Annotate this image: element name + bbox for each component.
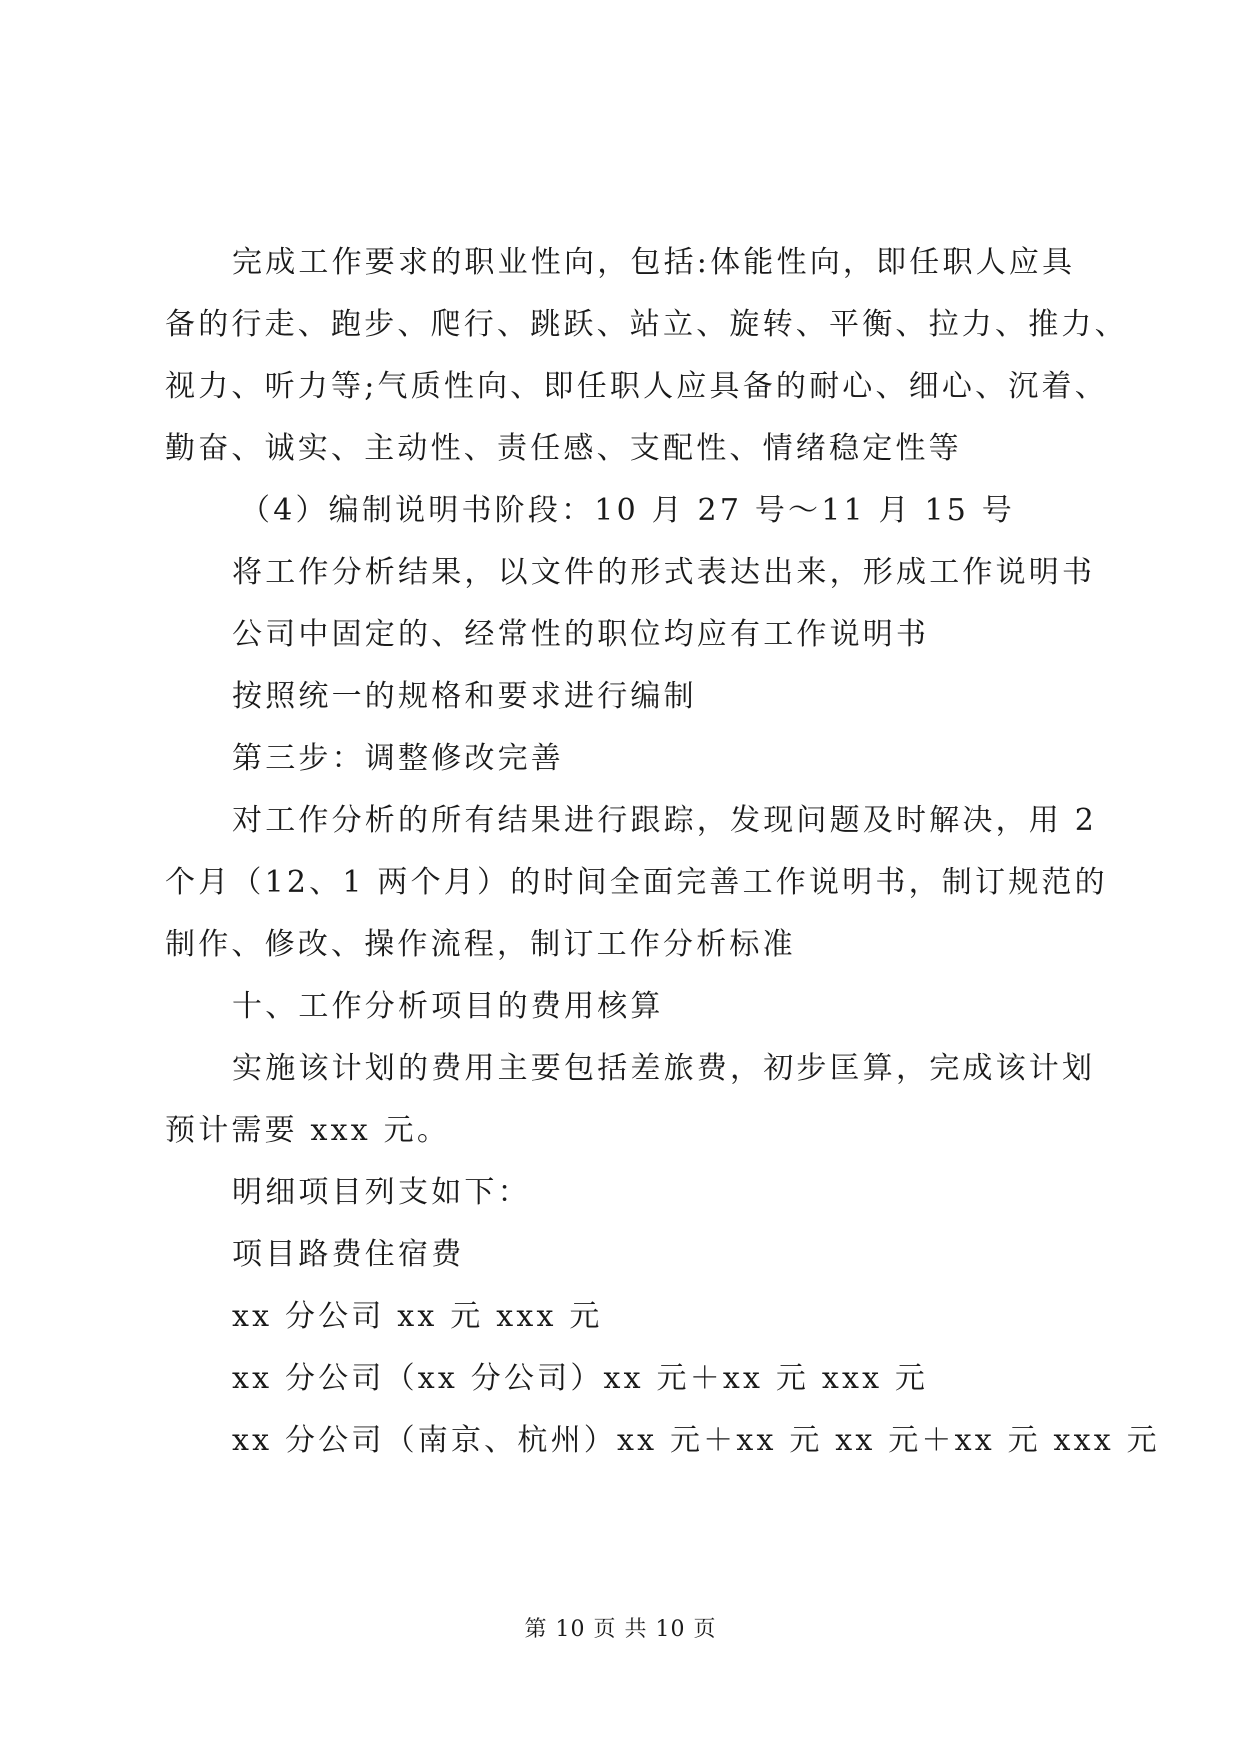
body-text-line: 将工作分析结果，以文件的形式表达出来，形成工作说明书 <box>232 555 1096 590</box>
body-text-line: 实施该计划的费用主要包括差旅费，初步匡算，完成该计划 <box>232 1051 1096 1086</box>
table-row-line: xx 分公司（南京、杭州）xx 元＋xx 元 xx 元＋xx 元 xxx 元 <box>232 1423 1160 1458</box>
body-text-line: 按照统一的规格和要求进行编制 <box>232 679 697 714</box>
section-heading: 第三步：调整修改完善 <box>232 741 564 776</box>
section-heading: （4）编制说明书阶段：10 月 27 号～11 月 15 号 <box>240 493 1015 528</box>
table-header-line: 项目路费住宿费 <box>232 1237 465 1272</box>
table-row-line: xx 分公司 xx 元 xxx 元 <box>232 1299 603 1334</box>
body-text-line: 备的行走、跑步、爬行、跳跃、站立、旋转、平衡、拉力、推力、 <box>165 307 1128 342</box>
page-footer: 第 10 页 共 10 页 <box>524 1617 717 1642</box>
body-text-line: 预计需要 xxx 元。 <box>165 1113 451 1148</box>
body-text-line: 公司中固定的、经常性的职位均应有工作说明书 <box>232 617 930 652</box>
section-heading: 十、工作分析项目的费用核算 <box>232 989 664 1024</box>
body-text-line: 对工作分析的所有结果进行跟踪，发现问题及时解决，用 2 <box>232 803 1098 838</box>
body-text-line: 个月（12、1 两个月）的时间全面完善工作说明书，制订规范的 <box>165 865 1108 900</box>
document-body <box>165 232 1160 1472</box>
body-text-line: 视力、听力等;气质性向、即任职人应具备的耐心、细心、沉着、 <box>165 369 1108 404</box>
table-row-line: xx 分公司（xx 分公司）xx 元＋xx 元 xxx 元 <box>232 1361 929 1396</box>
body-text-line: 完成工作要求的职业性向，包括:体能性向，即任职人应具 <box>232 245 1076 280</box>
body-text-line: 制作、修改、操作流程，制订工作分析标准 <box>165 927 796 962</box>
body-text-line: 明细项目列支如下： <box>232 1175 531 1210</box>
body-text-line: 勤奋、诚实、主动性、责任感、支配性、情绪稳定性等 <box>165 431 962 466</box>
